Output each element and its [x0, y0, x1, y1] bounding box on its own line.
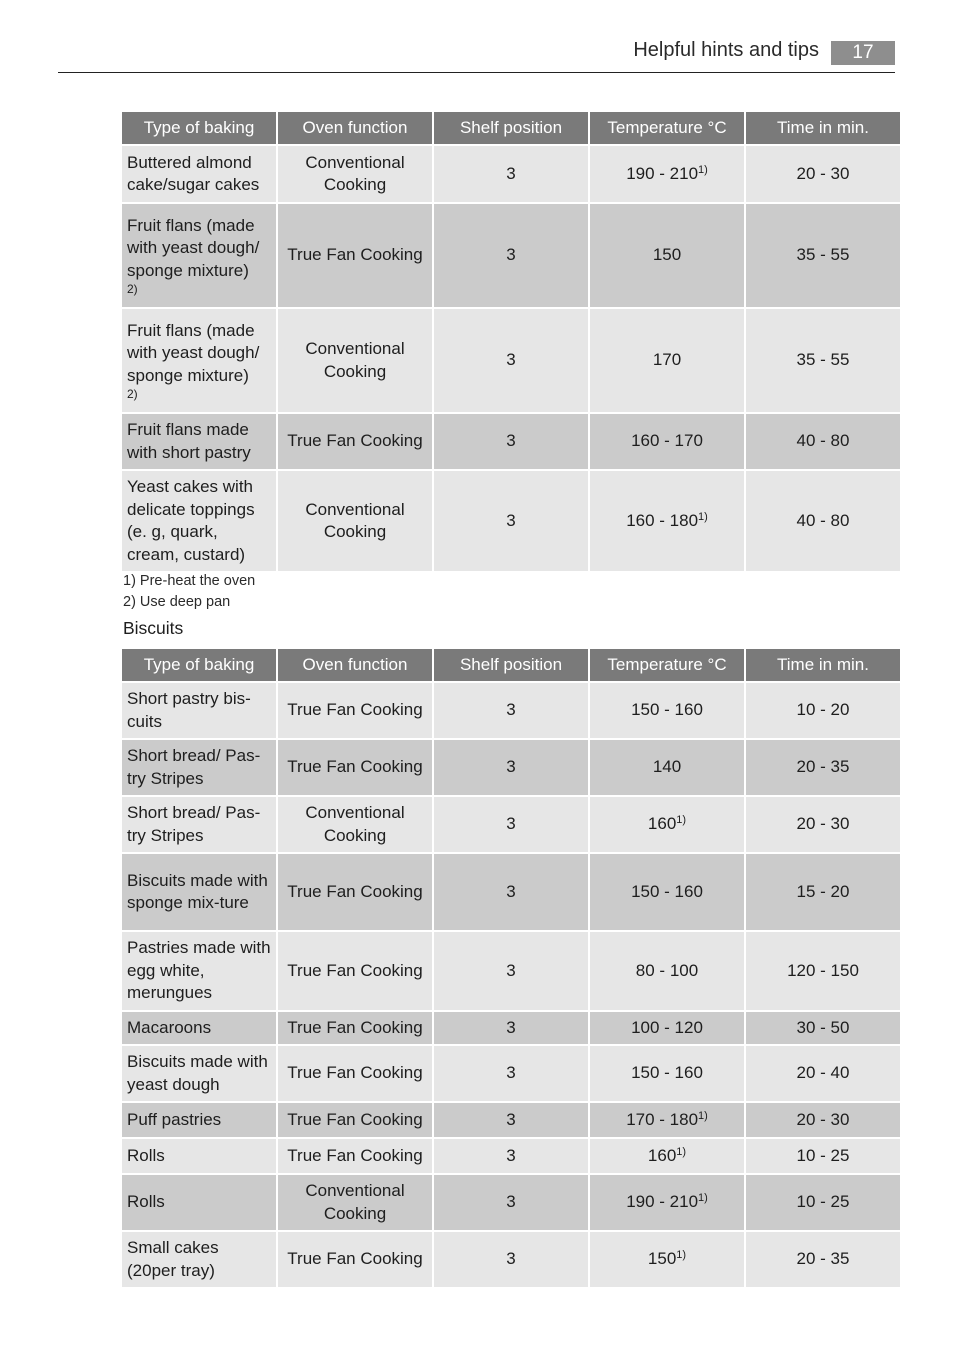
cell-shelf-position [434, 471, 588, 571]
cell-shelf-position-text: 3 [506, 1145, 516, 1165]
cell-temperature-text: 150 [652, 245, 682, 265]
cell-temperature [590, 471, 744, 571]
col-oven-function: Oven function [278, 112, 432, 144]
cell-temperature [590, 1012, 744, 1045]
cell-time-text: 120 - 150 [787, 960, 859, 980]
cell-time-text: 20 - 30 [796, 163, 850, 183]
table-row [122, 1175, 900, 1230]
cell-oven-function [278, 854, 432, 930]
cell-type-of-baking [122, 471, 276, 571]
cell-type-of-baking [122, 683, 276, 738]
cell-temperature [590, 309, 744, 412]
table-row [122, 1232, 900, 1287]
cell-time-text: 10 - 20 [796, 700, 850, 720]
col-type-of-baking: Type of baking [122, 649, 276, 681]
cell-temperature [590, 146, 744, 202]
cell-oven-function [278, 797, 432, 852]
cell-time-text: 20 - 35 [796, 1249, 850, 1269]
cell-time [746, 932, 900, 1010]
col-time: Time in min. [746, 112, 900, 144]
col-temperature: Temperature °C [590, 112, 744, 144]
cell-oven-function [278, 1232, 432, 1287]
type-footnote-ref: 2) [127, 387, 138, 402]
cell-time-text: 35 - 55 [796, 245, 850, 265]
cell-shelf-position [434, 797, 588, 852]
cell-temperature-text: 80 - 100 [635, 960, 699, 980]
cell-shelf-position [434, 1046, 588, 1101]
cell-shelf-position-text: 3 [506, 1109, 516, 1129]
cell-type-of-baking [122, 146, 276, 202]
cell-temperature-text: 190 - 210 [626, 1192, 699, 1212]
type-text: Biscuits made with yeast dough [127, 1052, 268, 1094]
cell-oven-function-text: True Fan Cooking [287, 881, 423, 901]
cell-temperature-text: 190 - 210 [626, 163, 699, 183]
cell-temperature-text: 160 - 170 [631, 431, 703, 451]
type-text: Rolls [127, 1145, 165, 1165]
cell-type-of-baking [122, 204, 276, 307]
cell-time [746, 1046, 900, 1101]
cell-oven-function-text: True Fan Cooking [287, 245, 423, 265]
cell-oven-function-text: True Fan Cooking [287, 1109, 423, 1129]
table-row [122, 309, 900, 412]
footnote-1: 1) Pre-heat the oven [123, 573, 256, 589]
temp-footnote-ref: 1) [698, 1109, 708, 1122]
cell-shelf-position [434, 414, 588, 469]
col-oven-function: Oven function [278, 649, 432, 681]
footnotes [123, 571, 255, 613]
cell-time-text: 20 - 30 [796, 1109, 850, 1129]
cell-shelf-position [434, 204, 588, 307]
table-row [122, 1103, 900, 1137]
cell-oven-function-text: True Fan Cooking [287, 960, 423, 980]
cell-oven-function-text: Conventional Cooking [305, 152, 405, 194]
cell-time-text: 30 - 50 [796, 1017, 850, 1037]
cell-oven-function [278, 414, 432, 469]
table-row [122, 414, 900, 469]
cell-temperature [590, 797, 744, 852]
type-text: Short bread/ Pas-try Stripes [127, 803, 261, 845]
cell-oven-function-text: Conventional Cooking [305, 1181, 405, 1223]
cell-temperature [590, 854, 744, 930]
cell-temperature [590, 1046, 744, 1101]
cell-type-of-baking [122, 1232, 276, 1287]
cell-type-of-baking [122, 1175, 276, 1230]
cell-shelf-position-text: 3 [506, 814, 516, 834]
cell-shelf-position-text: 3 [506, 700, 516, 720]
cell-shelf-position [434, 1139, 588, 1173]
cell-temperature [590, 414, 744, 469]
cell-time-text: 15 - 20 [796, 881, 850, 901]
table-row [122, 1046, 900, 1101]
cell-temperature [590, 1175, 744, 1230]
cell-temperature [590, 204, 744, 307]
type-text: Short bread/ Pas-try Stripes [127, 746, 261, 788]
cell-time [746, 1012, 900, 1045]
cell-oven-function-text: True Fan Cooking [287, 1249, 423, 1269]
section-title-biscuits: Biscuits [123, 618, 184, 638]
cell-type-of-baking [122, 1046, 276, 1101]
cell-oven-function-text: True Fan Cooking [287, 757, 423, 777]
cell-oven-function [278, 1103, 432, 1137]
cell-time [746, 204, 900, 307]
cell-time [746, 1175, 900, 1230]
cell-time [746, 1232, 900, 1287]
type-text: Biscuits made with sponge mix-ture [127, 870, 268, 912]
cell-oven-function [278, 740, 432, 795]
footnote-2: 2) Use deep pan [123, 594, 231, 610]
cell-temperature-text: 160 - 180 [626, 510, 699, 530]
type-text: Rolls [127, 1192, 165, 1212]
cell-oven-function [278, 1175, 432, 1230]
cell-shelf-position-text: 3 [506, 757, 516, 777]
temp-footnote-ref: 1) [676, 1145, 687, 1158]
cell-shelf-position [434, 1012, 588, 1045]
cell-time-text: 20 - 30 [796, 814, 850, 834]
cell-oven-function-text: Conventional Cooking [305, 803, 405, 845]
cell-time [746, 1139, 900, 1173]
cell-time-text: 40 - 80 [796, 431, 850, 451]
cell-time-text: 10 - 25 [796, 1145, 850, 1165]
cell-type-of-baking [122, 854, 276, 930]
type-footnote-ref: 2) [127, 282, 138, 297]
cell-oven-function [278, 932, 432, 1010]
cell-time [746, 797, 900, 852]
cell-oven-function-text: True Fan Cooking [287, 1145, 423, 1165]
cell-temperature [590, 740, 744, 795]
cell-shelf-position-text: 3 [506, 960, 516, 980]
cell-oven-function-text: True Fan Cooking [287, 431, 423, 451]
cell-time [746, 683, 900, 738]
type-text: Buttered almond cake/sugar cakes [127, 152, 260, 194]
cell-time [746, 146, 900, 202]
col-type-of-baking: Type of baking [122, 112, 276, 144]
table-row [122, 146, 900, 202]
cell-shelf-position [434, 683, 588, 738]
cell-temperature-text: 150 [647, 1249, 677, 1269]
cell-temperature [590, 1232, 744, 1287]
cell-shelf-position [434, 1103, 588, 1137]
table-row [122, 204, 900, 307]
cell-type-of-baking [122, 1103, 276, 1137]
cell-shelf-position-text: 3 [506, 1249, 516, 1269]
table-row [122, 1139, 900, 1173]
cell-shelf-position-text: 3 [506, 350, 516, 370]
cell-time-text: 35 - 55 [796, 350, 850, 370]
table-row [122, 471, 900, 571]
cell-temperature [590, 932, 744, 1010]
cell-temperature-text: 160 [647, 814, 677, 834]
cell-time-text: 40 - 80 [796, 510, 850, 530]
cell-shelf-position [434, 1232, 588, 1287]
cell-temperature-text: 150 - 160 [631, 881, 703, 901]
cell-type-of-baking [122, 740, 276, 795]
cell-oven-function [278, 1012, 432, 1045]
type-text: Fruit flans (made with yeast dough/ sponge mixture) [127, 215, 260, 280]
header-title: Helpful hints and tips [633, 39, 819, 61]
cell-oven-function [278, 146, 432, 202]
cell-oven-function-text: Conventional Cooking [305, 339, 405, 381]
table-row [122, 797, 900, 852]
cell-time [746, 471, 900, 571]
cakes-table [120, 110, 902, 573]
cell-temperature-text: 170 [652, 350, 682, 370]
type-text: Fruit flans (made with yeast dough/ sponge mixture) [127, 320, 260, 385]
cell-temperature-text: 170 - 180 [626, 1109, 699, 1129]
col-shelf-position: Shelf position [434, 112, 588, 144]
cell-time-text: 20 - 35 [796, 757, 850, 777]
page-number: 17 [831, 41, 895, 65]
type-text: Pastries made with egg white, merungues [127, 938, 271, 1002]
col-shelf-position: Shelf position [434, 649, 588, 681]
cell-temperature-text: 100 - 120 [631, 1017, 703, 1037]
cell-oven-function [278, 683, 432, 738]
table-row [122, 683, 900, 738]
table-row [122, 740, 900, 795]
cell-shelf-position [434, 740, 588, 795]
cell-time [746, 309, 900, 412]
temp-footnote-ref: 1) [698, 510, 708, 523]
cell-oven-function [278, 1139, 432, 1173]
cell-shelf-position-text: 3 [506, 1063, 516, 1083]
cell-time-text: 10 - 25 [796, 1192, 850, 1212]
temp-footnote-ref: 1) [676, 1249, 687, 1262]
cell-oven-function-text: True Fan Cooking [287, 1063, 423, 1083]
cell-shelf-position-text: 3 [506, 1192, 516, 1212]
cell-oven-function-text: True Fan Cooking [287, 1017, 423, 1037]
temp-footnote-ref: 1) [698, 163, 708, 176]
cell-time [746, 740, 900, 795]
cell-temperature [590, 1139, 744, 1173]
temp-footnote-ref: 1) [698, 1192, 708, 1205]
type-text: Short pastry bis-cuits [127, 689, 251, 731]
cell-type-of-baking [122, 1139, 276, 1173]
cell-shelf-position [434, 854, 588, 930]
cell-temperature [590, 1103, 744, 1137]
cell-time [746, 1103, 900, 1137]
cell-shelf-position-text: 3 [506, 1017, 516, 1037]
cell-shelf-position-text: 3 [506, 431, 516, 451]
cell-type-of-baking [122, 1012, 276, 1045]
table-header-row [122, 112, 900, 144]
type-text: Small cakes (20per tray) [127, 1238, 219, 1280]
cell-shelf-position-text: 3 [506, 881, 516, 901]
cell-time [746, 414, 900, 469]
type-text: Puff pastries [127, 1109, 222, 1129]
cell-shelf-position [434, 1175, 588, 1230]
cell-shelf-position [434, 146, 588, 202]
cell-oven-function [278, 309, 432, 412]
cell-oven-function-text: True Fan Cooking [287, 700, 423, 720]
cell-type-of-baking [122, 932, 276, 1010]
cell-oven-function [278, 1046, 432, 1101]
cell-temperature-text: 140 [652, 757, 682, 777]
table-row [122, 932, 900, 1010]
cell-temperature-text: 160 [647, 1145, 677, 1165]
col-temperature: Temperature °C [590, 649, 744, 681]
temp-footnote-ref: 1) [676, 814, 687, 827]
cell-type-of-baking [122, 797, 276, 852]
cell-type-of-baking [122, 309, 276, 412]
cell-oven-function [278, 204, 432, 307]
cell-shelf-position-text: 3 [506, 510, 516, 530]
cell-time [746, 854, 900, 930]
cell-shelf-position-text: 3 [506, 163, 516, 183]
table-header-row [122, 649, 900, 681]
type-text: Yeast cakes with delicate toppings (e. g, quark, cream, custard) [127, 477, 255, 564]
cell-type-of-baking [122, 414, 276, 469]
table-row [122, 854, 900, 930]
cell-temperature-text: 150 - 160 [631, 700, 703, 720]
biscuits-table [120, 647, 902, 1289]
cell-shelf-position [434, 932, 588, 1010]
page-header [58, 36, 895, 73]
type-text: Macaroons [127, 1017, 212, 1037]
col-time: Time in min. [746, 649, 900, 681]
cell-oven-function-text: Conventional Cooking [305, 499, 405, 541]
type-text: Fruit flans made with short pastry [127, 420, 251, 462]
cell-time-text: 20 - 40 [796, 1063, 850, 1083]
cell-shelf-position [434, 309, 588, 412]
cell-oven-function [278, 471, 432, 571]
cell-shelf-position-text: 3 [506, 245, 516, 265]
cell-temperature-text: 150 - 160 [631, 1063, 703, 1083]
table-row [122, 1012, 900, 1045]
cell-temperature [590, 683, 744, 738]
